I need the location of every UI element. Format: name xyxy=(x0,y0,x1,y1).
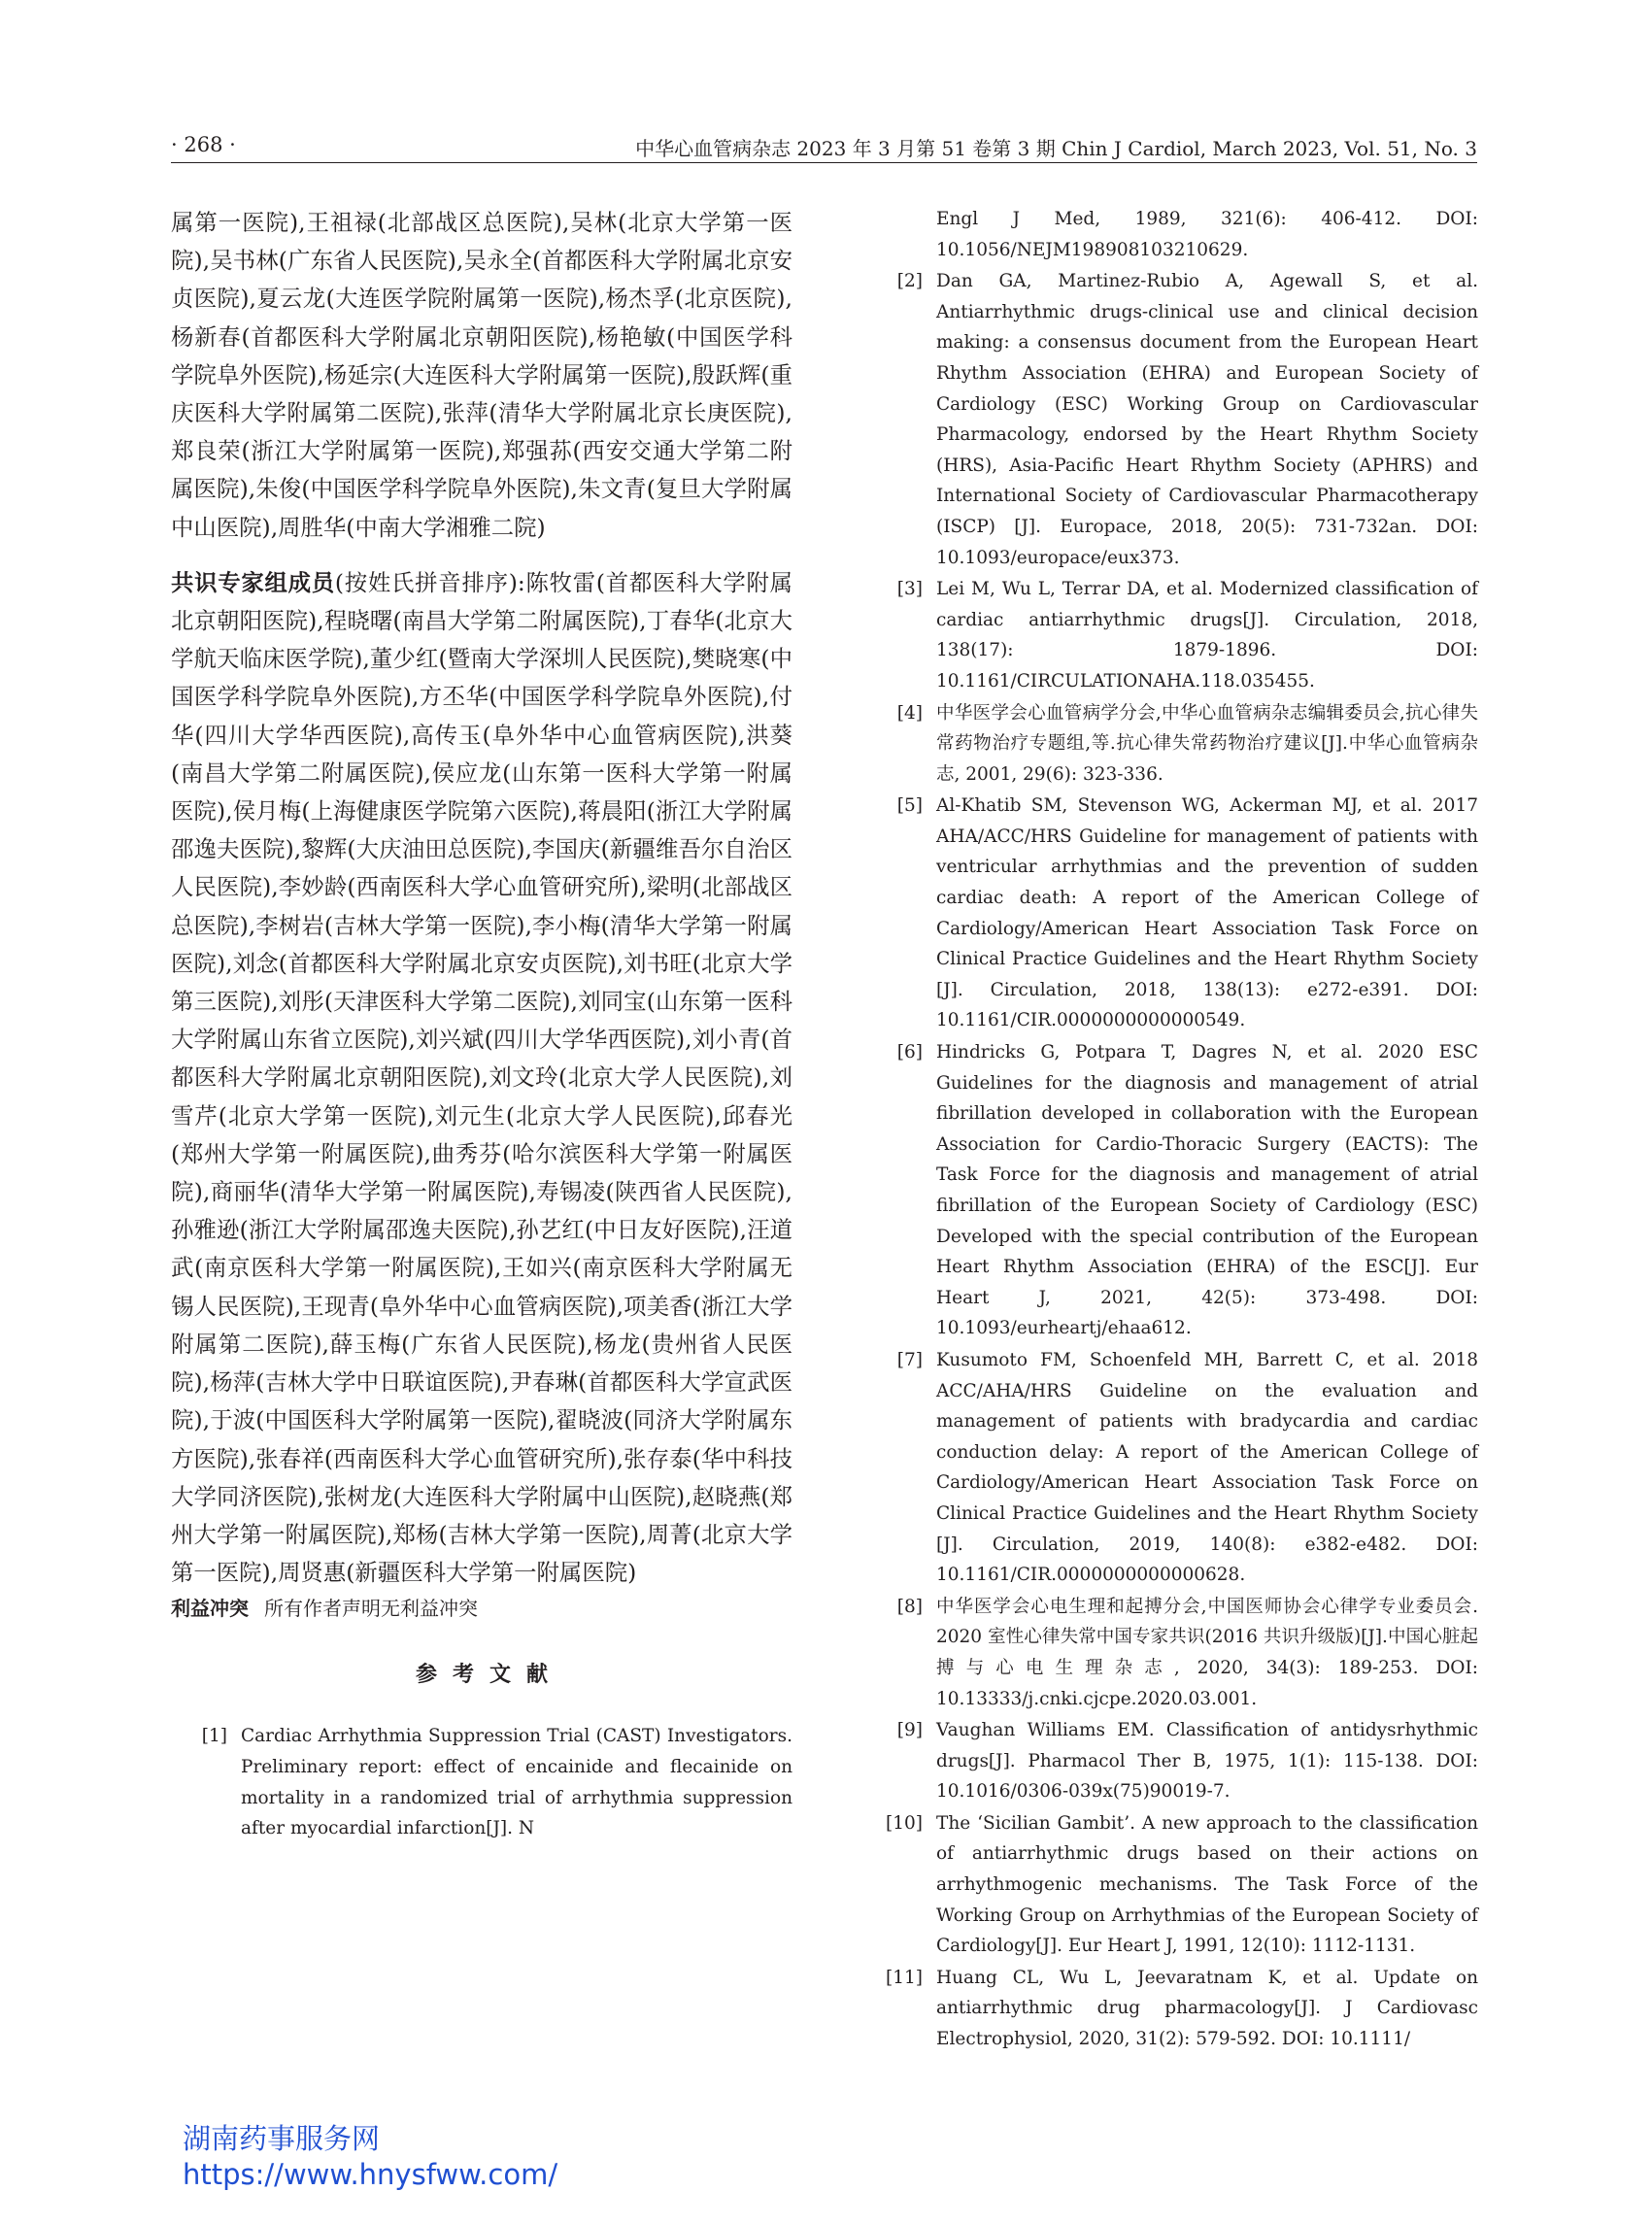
reference-text: Dan GA, Martinez-Rubio A, Agewall S, et al. Antiarrhythmic drugs-clinical use and clinical decision making: a consensus document from the European Heart Rhythm Association (EHRA) and European Society of Cardiology (ESC) Working Group on Cardiovascular Pharmacology, endorsed by the Heart Rhythm Society (HRS), Asia-Pacific Heart Rhythm Society (APHRS) and International Society of Cardiovascular Pharmacotherapy (ISCP) [J]. Europace, 2018, 20(5): 731-732an. DOI: 10.1093/europace/eux373. xyxy=(936,271,1478,568)
site-watermark xyxy=(183,2121,557,2193)
expert-group-members: (按姓氏拼音排序):陈牧雷(首都医科大学附属北京朝阳医院),程晓曙(南昌大学第二附属医院),丁春华(北京大学航天临床医学院),董少红(暨南大学深圳人民医院),樊晓寒(中国医学科学院阜外医院),方丕华(中国医学科学院阜外医院),付华(四川大学华西医院),高传玉(阜外华中心血管病医院),洪葵(南昌大学第二附属医院),侯应龙(山东第一医科大学第一附属医院),侯月梅(上海健康医学院第六医院),蒋晨阳(浙江大学附属邵逸夫医院),黎辉(大庆油田总医院),李国庆(新疆维吾尔自治区人民医院),李妙龄(西南医科大学心血管研究所),梁明(北部战区总医院),李树岩(吉林大学第一医院),李小梅(清华大学第一附属医院),刘念(首都医科大学附属北京安贞医院),刘书旺(北京大学第三医院),刘彤(天津医科大学第二医院),刘同宝(山东第一医科大学附属山东省立医院),刘兴斌(四川大学华西医院),刘小青(首都医科大学附属北京朝阳医院),刘文玲(北京大学人民医院),刘雪芹(北京大学第一医院),刘元生(北京大学人民医院),邱春光(郑州大学第一附属医院),曲秀芬(哈尔滨医科大学第一附属医院),商丽华(清华大学第一附属医院),寿锡凌(陕西省人民医院),孙雅逊(浙江大学附属邵逸夫医院),孙艺红(中日友好医院),汪道武(南京医科大学第一附属医院),王如兴(南京医科大学附属无锡人民医院),王现青(阜外华中心血管病医院),项美香(浙江大学附属第二医院),薛玉梅(广东省人民医院),杨龙(贵州省人民医院),杨萍(吉林大学中日联谊医院),尹春琳(首都医科大学宣武医院),于波(中国医科大学附属第一医院),翟晓波(同济大学附属东方医院),张春祥(西南医科大学心血管研究所),张存泰(华中科技大学同济医院),张树龙(大连医科大学附属中山医院),赵晓燕(郑州大学第一附属医院),郑杨(吉林大学第一医院),周菁(北京大学第一医院),周贤惠(新疆医科大学第一附属医院) xyxy=(171,568,793,1587)
reference-text: Al-Khatib SM, Stevenson WG, Ackerman MJ, et al. 2017 AHA/ACC/HRS Guideline for management of patients with ventricular arrhythmias and the prevention of sudden cardiac death: A report of the American College of Cardiology/American Heart Association Task Force on Clinical Practice Guidelines and the Heart Rhythm Society [J]. Circulation, 2018, 138(13): e272-e391. DOI: 10.1161/CIR.0000000000000549. xyxy=(936,795,1478,1031)
reference-item xyxy=(866,266,1478,573)
reference-item xyxy=(866,1715,1478,1807)
reference-item xyxy=(866,698,1478,791)
reference-number: [2] xyxy=(896,271,923,292)
reference-item xyxy=(171,1721,792,1843)
reference-text: Vaughan Williams EM. Classification of antidysrhythmic drugs[J]. Pharmacol Ther B, 1975, 1(1): 115-138. DOI: 10.1016/0306-039x(75)90019-7. xyxy=(936,1720,1478,1803)
reference-number: [4] xyxy=(896,702,923,724)
reference-item xyxy=(866,1037,1478,1344)
reference-text: 中华医学会心电生理和起搏分会,中国医师协会心律学专业委员会. 2020 室性心律失常中国专家共识(2016 共识升级版)[J].中国心脏起搏与心电生理杂志, 2020, 34(3): 189-253. DOI: 10.13333/j.cnki.cjcpe.2020.03.001. xyxy=(936,1596,1478,1709)
expert-group-label: 共识专家组成员 xyxy=(171,568,335,596)
reference-number: [7] xyxy=(896,1349,923,1370)
reference-text: The ‘Sicilian Gambit’. A new approach to the classification of antiarrhythmic drugs based on their actions on arrhythmogenic mechanisms. The Task Force of the Working Group on Arrhythmias of the European Society of Cardiology[J]. Eur Heart J, 1991, 12(10): 1112-1131. xyxy=(936,1812,1478,1957)
conflict-statement: 所有作者声明无利益冲突 xyxy=(264,1597,478,1621)
reference-number: [1] xyxy=(201,1726,227,1747)
reference-number: [5] xyxy=(896,795,923,817)
reference-item xyxy=(866,574,1478,696)
reference-number: [11] xyxy=(886,1967,923,1988)
reference-item xyxy=(866,791,1478,1036)
reference-number: [10] xyxy=(886,1812,923,1834)
reference-continuation xyxy=(866,204,1478,265)
reference-text: Kusumoto FM, Schoenfeld MH, Barrett C, et al. 2018 ACC/AHA/HRS Guideline on the evaluation and management of patients with bradycardia and cardiac conduction delay: A report of the American College of Cardiology/American Heart Association Task Force on Clinical Practice Guidelines and the Heart Rhythm Society [J]. Circulation, 2019, 140(8): e382-e482. DOI: 10.1161/CIR.0000000000000628. xyxy=(936,1349,1478,1586)
reference-item xyxy=(866,1963,1478,2055)
reference-item xyxy=(866,1345,1478,1591)
right-column xyxy=(866,204,1478,2055)
reference-item xyxy=(866,1808,1478,1962)
reference-text: Lei M, Wu L, Terrar DA, et al. Modernized classification of cardiac antiarrhythmic drugs[J]. Circulation, 2018, 138(17): 1879-1896. DOI: 10.1161/CIRCULATIONAHA.118.035455. xyxy=(936,579,1478,691)
journal-citation: 中华心血管病杂志 2023 年 3 月第 51 卷第 3 期 Chin J Cardiol, March 2023, Vol. 51, No. 3 xyxy=(635,137,1477,160)
reference-number: [8] xyxy=(896,1596,923,1617)
reference-list-right xyxy=(866,204,1478,2055)
reference-number: [3] xyxy=(896,579,923,600)
committee-members-continued: 属第一医院),王祖禄(北部战区总医院),吴林(北京大学第一医院),吴书林(广东省人民医院),吴永全(首都医科大学附属北京安贞医院),夏云龙(大连医学院附属第一医院),杨杰孚(北京医院),杨新春(首都医科大学附属北京朝阳医院),杨艳敏(中国医学科学院阜外医院),杨延宗(大连医科大学附属第一医院),殷跃辉(重庆医科大学附属第二医院),张萍(清华大学附属北京长庚医院),郑良荣(浙江大学附属第一医院),郑强荪(西安交通大学第二附属医院),朱俊(中国医学科学院阜外医院),朱文青(复旦大学附属中山医院),周胜华(中南大学湘雅二院) xyxy=(171,209,792,541)
watermark-url[interactable]: https://www.hnysfww.com/ xyxy=(183,2158,558,2191)
reference-text: Huang CL, Wu L, Jeevaratnam K, et al. Update on antiarrhythmic drug pharmacology[J]. J Cardiovasc Electrophysiol, 2020, 31(2): 579-592. DOI: 10.1111/ xyxy=(936,1967,1478,2050)
expert-group-paragraph xyxy=(171,564,792,1592)
watermark-site-name: 湖南药事服务网 xyxy=(183,2122,381,2155)
references-heading: 参考文献 xyxy=(415,1663,563,1688)
reference-number: [6] xyxy=(896,1042,923,1063)
reference-text: Engl J Med, 1989, 321(6): 406-412. DOI: 10.1056/NEJM198908103210629. xyxy=(936,209,1478,260)
reference-item xyxy=(866,1592,1478,1714)
reference-number: [9] xyxy=(896,1720,923,1741)
running-header xyxy=(171,133,1477,163)
reference-text: 中华医学会心血管病学分会,中华心血管病杂志编辑委员会,抗心律失常药物治疗专题组,等.抗心律失常药物治疗建议[J].中华心血管病杂志, 2001, 29(6): 323-336. xyxy=(936,702,1478,785)
conflict-of-interest xyxy=(171,1592,792,1625)
reference-text: Hindricks G, Potpara T, Dagres N, et al. 2020 ESC Guidelines for the diagnosis and management of atrial fibrillation developed in collaboration with the European Association for Cardio-Thoracic Surgery (EACTS): The Task Force for the diagnosis and management of atrial fibrillation of the European Society of Cardiology (ESC) Developed with the special contribution of the European Heart Rhythm Association (EHRA) of the ESC[J]. Eur Heart J, 2021, 42(5): 373-498. DOI: 10.1093/eurheartj/ehaa612. xyxy=(936,1042,1478,1339)
page-number: · 268 · xyxy=(171,133,236,156)
conflict-label: 利益冲突 xyxy=(171,1597,249,1621)
reference-list-left xyxy=(171,1721,792,1843)
left-column xyxy=(171,204,792,1844)
reference-text: Cardiac Arrhythmia Suppression Trial (CAST) Investigators. Preliminary report: effect of encainide and flecainide on mortality in a randomized trial of arrhythmia suppression after myocardial infarction[J]. N xyxy=(241,1726,792,1839)
